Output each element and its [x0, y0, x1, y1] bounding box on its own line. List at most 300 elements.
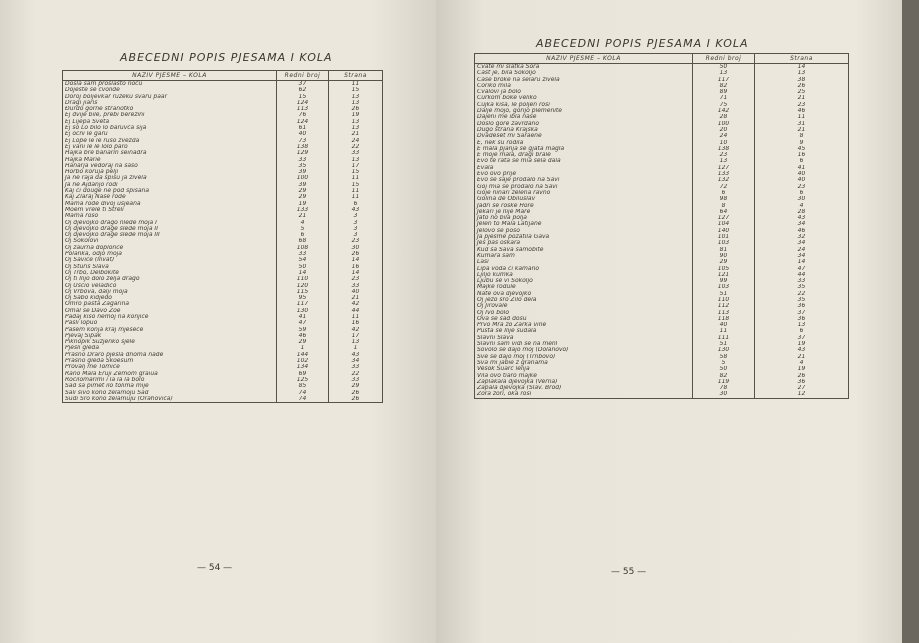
ordinal-number: 112 [693, 303, 755, 309]
page-ref: 33 [329, 283, 383, 289]
page-ref: 17 [329, 163, 383, 169]
page-ref: 34 [755, 221, 849, 227]
page-ref: 40 [329, 289, 383, 295]
song-title: Oj Ivo bolo [477, 309, 510, 316]
ordinal-number: 46 [277, 333, 329, 339]
song-title: Hajka bre banarin seinadra [65, 150, 147, 157]
ordinal-number: 50 [693, 64, 755, 71]
page-ref: 12 [755, 391, 849, 398]
song-title: Zapala djevojka (Slav. Brod) [477, 385, 562, 392]
page-ref: 13 [329, 125, 383, 131]
page-ref: 46 [755, 228, 849, 234]
page-ref: 47 [755, 266, 849, 272]
ordinal-number: 118 [693, 316, 755, 322]
ordinal-number: 19 [277, 201, 329, 207]
song-title: Oj zaurna doplonce [65, 244, 124, 251]
ordinal-number: 40 [277, 131, 329, 137]
ordinal-number: 115 [277, 289, 329, 295]
ordinal-number: 5 [277, 226, 329, 232]
page-ref: 3 [329, 220, 383, 226]
ordinal-number: 124 [277, 100, 329, 106]
page-ref: 21 [755, 95, 849, 101]
page-ref: 33 [755, 278, 849, 284]
song-title: E moje mala, dragi brale [477, 152, 551, 159]
page-ref: 6 [755, 190, 849, 196]
ordinal-number: 138 [277, 144, 329, 150]
song-title: Đurđo gorne stranotko [65, 106, 134, 113]
book-edge [902, 0, 919, 643]
song-title: Goj mia se prodalo na Savi [477, 183, 558, 190]
page-ref: 23 [755, 102, 849, 108]
page-ref: 13 [755, 322, 849, 328]
ordinal-number: 117 [693, 77, 755, 83]
page-ref: 23 [755, 184, 849, 190]
song-title: Oj Savice (Ilivat) [65, 257, 115, 264]
page-ref: 11 [329, 314, 383, 320]
song-title: Sali šivo kono zelamoju Sad [65, 389, 149, 396]
song-title: Ova se sad dosu [477, 315, 527, 322]
song-title: Ej Lope le le ruso zvezda [65, 137, 140, 144]
song-title: Ej ocni le garu [65, 131, 108, 138]
ordinal-number: 113 [277, 106, 329, 112]
page-title-left: ABECEDNI POPIS PJESAMA I KOLA [120, 51, 333, 64]
song-title: Došla sam prošlasto noću [65, 80, 143, 87]
song-title: Oj Sturiš Slava [65, 263, 109, 270]
song-title: Pusta se Ilije sudala [477, 328, 537, 335]
song-title: Ja ne Ajdanjo rodi [65, 181, 118, 188]
song-title: Ej šo Lo bilo lo baruvca sija [65, 125, 147, 132]
ordinal-number: 72 [693, 184, 755, 190]
ordinal-number: 50 [277, 264, 329, 270]
song-title: Pjesli gleda [65, 345, 99, 352]
ordinal-number: 89 [693, 89, 755, 95]
page-ref: 34 [755, 253, 849, 259]
page-ref: 9 [755, 140, 849, 146]
song-title: Dragi jiaris [65, 99, 98, 106]
ordinal-number: 99 [693, 278, 755, 284]
song-title: Jelovo se pošo [477, 227, 520, 234]
ordinal-number: 113 [693, 310, 755, 316]
song-title: Majke rodule [477, 284, 516, 291]
song-title: Čvalovi ja bolo [477, 89, 521, 96]
table-row [63, 81, 383, 88]
ordinal-number: 78 [693, 385, 755, 391]
table-row [475, 391, 849, 398]
song-title: Došlo gore zavrdano [477, 120, 540, 127]
ordinal-number: 127 [693, 165, 755, 171]
song-title: Prvo Mra zo Zarka vine [477, 322, 547, 329]
ordinal-number: 29 [277, 188, 329, 194]
song-title: Kumara sam [477, 252, 515, 259]
ordinal-number: 98 [693, 196, 755, 202]
ordinal-number: 39 [277, 182, 329, 188]
page-ref: 6 [329, 201, 383, 207]
table-row [63, 396, 383, 403]
ordinal-number: 111 [693, 335, 755, 341]
ordinal-number: 29 [693, 259, 755, 265]
page-number-right: — 55 — [611, 567, 647, 577]
song-title: Jekari je Ilije Mare [477, 208, 531, 215]
page-ref: 6 [755, 328, 849, 334]
song-title: Mama roso [65, 213, 99, 220]
column-header-page: Strana [755, 54, 849, 64]
song-title: Dalje mojo, gorijo plemenite [477, 108, 562, 115]
page-ref: 29 [329, 383, 383, 389]
ordinal-number: 102 [277, 358, 329, 364]
page-number-left: — 54 — [197, 563, 233, 573]
page-ref: 31 [755, 121, 849, 127]
page-ref: 30 [329, 245, 383, 251]
ordinal-number: 29 [277, 194, 329, 200]
song-title: Ja ne raja da spisu ja zivela [65, 175, 147, 182]
ordinal-number: 6 [277, 232, 329, 238]
song-title: E, nek su rodila [477, 139, 524, 146]
page-ref: 14 [755, 259, 849, 265]
song-title: Prašno gleda Skoesum [65, 358, 134, 365]
page-ref: 13 [329, 100, 383, 106]
ordinal-number: 10 [693, 140, 755, 146]
ordinal-number: 68 [277, 238, 329, 244]
ordinal-number: 105 [693, 266, 755, 272]
song-title: Slavni Slava [477, 334, 514, 341]
ordinal-number: 101 [693, 234, 755, 240]
ordinal-number: 20 [693, 127, 755, 133]
song-title: Evo se saje prodalo na Savi [477, 177, 560, 184]
page-ref: 4 [755, 360, 849, 366]
ordinal-number: 5 [693, 360, 755, 366]
page-ref: 3 [329, 232, 383, 238]
page-ref: 26 [329, 251, 383, 257]
page-ref: 16 [755, 152, 849, 158]
page-ref: 4 [755, 203, 849, 209]
ordinal-number: 117 [277, 301, 329, 307]
song-title: Sve se dajo moj (Trnbovo) [477, 353, 556, 360]
song-title: Dugo strana Krajska [477, 126, 538, 133]
page-ref: 15 [329, 169, 383, 175]
ordinal-number: 40 [693, 322, 755, 328]
song-title: Pasli lopuo [65, 320, 98, 327]
song-title: Čurkom boke veliko [477, 95, 537, 102]
song-title: Oj Uscio veladico [65, 282, 117, 289]
song-title: Dajeni me ibla naše [477, 114, 537, 121]
ordinal-number: 41 [277, 314, 329, 320]
song-title: Čoriko mila [477, 82, 511, 89]
ordinal-number: 14 [277, 270, 329, 276]
song-title: Oj djevojko drago nlede moja I [65, 219, 157, 226]
page-ref: 33 [329, 150, 383, 156]
ordinal-number: 74 [277, 396, 329, 403]
page-ref: 13 [755, 70, 849, 76]
page-ref: 37 [755, 335, 849, 341]
ordinal-number: 130 [693, 347, 755, 353]
ordinal-number: 13 [693, 158, 755, 164]
song-title: Horbo koruja pelji [65, 169, 119, 176]
page-ref: 19 [755, 366, 849, 372]
page-ref: 46 [755, 108, 849, 114]
page-ref: 26 [329, 390, 383, 396]
song-title: Pasem konja kraj mjesece [65, 326, 144, 333]
song-title: Kud sa Sava samobite [477, 246, 544, 253]
ordinal-number: 4 [277, 220, 329, 226]
page-ref: 22 [755, 291, 849, 297]
song-title: Zaplakala djevojka (Verna) [477, 378, 558, 385]
ordinal-number: 37 [277, 81, 329, 88]
index-table-left [62, 70, 383, 403]
song-title: Padaj kišo nemoj na konjiće [65, 313, 149, 320]
ordinal-number: 144 [277, 352, 329, 358]
page-ref: 23 [329, 238, 383, 244]
page-ref: 43 [755, 215, 849, 221]
ordinal-number: 24 [693, 133, 755, 139]
song-title: Mama rode divoj usjeana [65, 200, 141, 207]
page-ref: 17 [329, 333, 383, 339]
column-header-name: NAZIV PJESME – KOLA [63, 71, 277, 81]
page-ref: 3 [329, 226, 383, 232]
song-title: Ej dvije bile, prebi berezini [65, 112, 145, 119]
page-ref: 26 [329, 106, 383, 112]
page-ref: 45 [755, 146, 849, 152]
song-title: Čujka kiša, le poljen rosi [477, 101, 550, 108]
page-ref: 43 [329, 207, 383, 213]
ordinal-number: 13 [693, 70, 755, 76]
page-ref: 34 [755, 240, 849, 246]
page-ref: 24 [329, 138, 383, 144]
page-ref: 35 [755, 284, 849, 290]
page-ref: 21 [755, 127, 849, 133]
song-title: Doroj boljevkar ruzeku švaru paar [65, 93, 168, 100]
page-ref: 34 [329, 358, 383, 364]
song-title: Omal se Davo Zoe [65, 307, 121, 314]
page-ref: 22 [329, 371, 383, 377]
ordinal-number: 33 [277, 251, 329, 257]
page-ref: 16 [329, 264, 383, 270]
ordinal-number: 108 [277, 245, 329, 251]
song-title: Jato no bila polja [477, 215, 527, 222]
page-ref: 43 [755, 347, 849, 353]
column-header-name: NAZIV PJESME – KOLA [475, 54, 693, 64]
page-ref: 36 [755, 379, 849, 385]
page-ref: 14 [329, 270, 383, 276]
page-ref: 36 [755, 316, 849, 322]
song-title: Čast je, bila Sokoljo [477, 70, 536, 77]
song-title: Prašno Draro pjesla dnoma nade [65, 351, 164, 358]
song-title: Omro pasta Zagarina [65, 301, 130, 308]
page-ref: 6 [755, 158, 849, 164]
table-row [475, 64, 849, 71]
ordinal-number: 127 [693, 215, 755, 221]
page-ref: 41 [755, 165, 849, 171]
page-ref: 13 [329, 339, 383, 345]
song-title: Oj Šabo kidjedo [65, 295, 112, 302]
page-ref: 33 [329, 364, 383, 370]
ordinal-number: 76 [277, 112, 329, 118]
ordinal-number: 51 [693, 341, 755, 347]
ordinal-number: 33 [277, 157, 329, 163]
song-title: Jadri se roske Hore [477, 202, 534, 209]
song-title: Oj Trbo, Delbokite [65, 269, 119, 276]
song-title: Polanka, odjo moja [65, 251, 122, 258]
ordinal-number: 82 [693, 373, 755, 379]
column-header-number: Redni broj [277, 71, 329, 81]
ordinal-number: 138 [693, 146, 755, 152]
ordinal-number: 71 [693, 95, 755, 101]
ordinal-number: 134 [277, 364, 329, 370]
ordinal-number: 133 [277, 207, 329, 213]
song-title: Kaj Zlaraj Nase rode [65, 194, 126, 201]
song-title: Ljiljo kumka [477, 271, 513, 278]
ordinal-number: 47 [277, 320, 329, 326]
ordinal-number: 39 [277, 169, 329, 175]
ordinal-number: 15 [277, 94, 329, 100]
song-title: Slavni sam vidi se na menl [477, 341, 558, 348]
song-title: Sovolo se dajo moj (Dolanovo) [477, 347, 569, 354]
page-ref: 38 [755, 77, 849, 83]
ordinal-number: 11 [693, 328, 755, 334]
ordinal-number: 74 [277, 390, 329, 396]
song-title: Čaše broke na selaru zivela [477, 76, 560, 83]
ordinal-number: 103 [693, 240, 755, 246]
song-title: Ej Lijepa Sveta [65, 118, 110, 125]
page-ref: 37 [755, 310, 849, 316]
page-ref: 26 [755, 83, 849, 89]
page-ref: 22 [329, 144, 383, 150]
song-title: Oj djevojko drage slede moja III [65, 232, 160, 239]
page-ref: 13 [329, 157, 383, 163]
page-ref: 21 [329, 131, 383, 137]
page-ref: 19 [329, 112, 383, 118]
song-title: Jelen to Mala Latijane [477, 221, 542, 228]
ordinal-number: 82 [693, 83, 755, 89]
ordinal-number: 59 [277, 327, 329, 333]
ordinal-number: 54 [277, 257, 329, 263]
ordinal-number: 75 [693, 102, 755, 108]
song-title: Oj Sokolovi [65, 238, 99, 245]
page-ref: 28 [755, 209, 849, 215]
page-ref: 21 [329, 295, 383, 301]
column-header-page: Strana [329, 71, 383, 81]
page-ref: 11 [329, 194, 383, 200]
page-ref: 40 [755, 171, 849, 177]
ordinal-number: 28 [693, 114, 755, 120]
song-title: Pjevaj Šipak [65, 332, 102, 339]
song-title: Goje ninari zelena ravno [477, 189, 551, 196]
page-ref: 35 [755, 297, 849, 303]
song-title: Oj Jirovale [477, 303, 508, 310]
page-ref: 11 [329, 81, 383, 88]
ordinal-number: 120 [277, 283, 329, 289]
song-title: Golina de Obiluslav [477, 196, 536, 203]
ordinal-number: 81 [693, 247, 755, 253]
song-title: Oj Vrbova, dalji moja [65, 288, 128, 295]
page-ref: 43 [329, 352, 383, 358]
page-ref: 26 [329, 396, 383, 403]
song-title: Hanarja vedoraj na šaso [65, 162, 138, 169]
page-ref: 40 [755, 177, 849, 183]
page-ref: 33 [329, 377, 383, 383]
song-title: Provalj me Tomice [65, 364, 120, 371]
ordinal-number: 142 [693, 108, 755, 114]
song-title: Zora zori, oka rosi [477, 391, 532, 398]
ordinal-number: 121 [693, 272, 755, 278]
page-ref: 11 [329, 175, 383, 181]
ordinal-number: 85 [277, 383, 329, 389]
ordinal-number: 1 [277, 345, 329, 351]
ordinal-number: 95 [277, 295, 329, 301]
song-title: Evo te rata se mia sela dala [477, 158, 561, 165]
page-ref: 16 [329, 320, 383, 326]
ordinal-number: 129 [277, 150, 329, 156]
song-title: Moem vrele ti Streli [65, 206, 124, 213]
ordinal-number: 140 [693, 228, 755, 234]
page-ref: 15 [329, 87, 383, 93]
song-title: Ja pjesme pozatila Gava [477, 234, 550, 241]
song-title: Rano Mala Eruji Zemom graiua [65, 370, 158, 377]
song-title: Evo ovo prije [477, 171, 517, 178]
song-title: Sad sa pimet ilo tolima mije [65, 383, 149, 390]
ordinal-number: 29 [277, 339, 329, 345]
page-ref: 24 [755, 247, 849, 253]
song-title: Kaj ći douge ne pod spisana [65, 188, 150, 195]
page-ref: 3 [329, 213, 383, 219]
song-title: Jes pas oskara [477, 240, 521, 247]
ordinal-number: 61 [277, 125, 329, 131]
song-title: Lasi [477, 259, 489, 266]
ordinal-number: 35 [277, 163, 329, 169]
page-ref: 21 [755, 354, 849, 360]
ordinal-number: 8 [693, 203, 755, 209]
page-ref: 42 [329, 327, 383, 333]
page-ref: 11 [329, 188, 383, 194]
ordinal-number: 125 [277, 377, 329, 383]
ordinal-number: 100 [693, 121, 755, 127]
song-title: Hajka Marie [65, 156, 101, 163]
ordinal-number: 110 [277, 276, 329, 282]
ordinal-number: 58 [693, 354, 755, 360]
page-ref: 23 [329, 276, 383, 282]
ordinal-number: 130 [277, 308, 329, 314]
ordinal-number: 50 [693, 366, 755, 372]
song-title: Oj jezo sro Žilo dela [477, 296, 537, 303]
page-ref: 44 [329, 308, 383, 314]
index-table-right [474, 53, 849, 399]
page-ref: 26 [755, 373, 849, 379]
page-ref: 27 [755, 385, 849, 391]
song-title: Dvadeset mi Saraene [477, 133, 542, 140]
song-title: Piknopik Suzjenko sjele [65, 339, 135, 346]
ordinal-number: 110 [693, 297, 755, 303]
page-ref: 44 [755, 272, 849, 278]
ordinal-number: 124 [277, 119, 329, 125]
page-ref: 30 [755, 196, 849, 202]
ordinal-number: 90 [693, 253, 755, 259]
ordinal-number: 103 [693, 284, 755, 290]
ordinal-number: 64 [693, 209, 755, 215]
page-ref: 13 [329, 119, 383, 125]
page-title-right: ABECEDNI POPIS PJESAMA I KOLA [536, 37, 749, 50]
song-title: Oj djevojko drage slede moja II [65, 225, 158, 232]
ordinal-number: 30 [693, 391, 755, 398]
song-title: E mala pjanja se gjata magla [477, 145, 565, 152]
song-title: Cvate mi slatka Sora [477, 63, 540, 70]
page-ref: 42 [329, 301, 383, 307]
page-ref: 25 [755, 89, 849, 95]
ordinal-number: 21 [277, 213, 329, 219]
song-title: Vesok Suarc lelija [477, 366, 530, 373]
song-title: Ej vani le le lolo paro [65, 143, 128, 150]
ordinal-number: 104 [693, 221, 755, 227]
page-ref: 8 [755, 133, 849, 139]
page-ref: 1 [329, 345, 383, 351]
